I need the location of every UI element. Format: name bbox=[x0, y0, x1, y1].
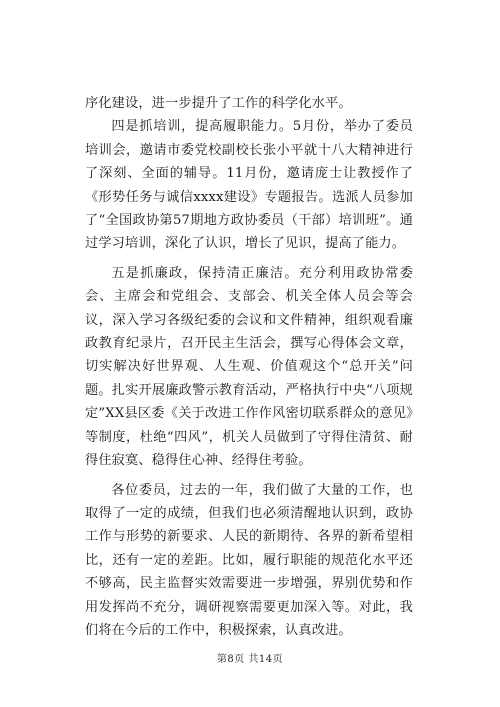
paragraph-continuation: 序化建设，进一步提升了工作的科学化水平。 bbox=[85, 96, 352, 111]
page-number-footer: 第8页 共14页 bbox=[216, 654, 284, 665]
paragraph-training: 四是抓培训，提高履职能力。5月份，举办了委员培训会，邀请市委党校副校长张小平就十八大精神进行了深刻、全面的辅导。11月份，邀请庞士让教授作了《形势任务与诚信xxxx建设》专题报告。选派人员参加了“全国政协第57期地方政协委员（干部）培训班”。通过学习培训，深化了认识，增长了见识，提高了能力。 bbox=[85, 119, 413, 252]
paragraph-summary: 各位委员，过去的一年，我们做了大量的工作，也取得了一定的成绩，但我们也必须清醒地认识到，政协工作与形势的新要求、人民的新期待、各界的新希望相比，还有一定的差距。比如，履行职能的规范化水平还不够高，民主监督实效需要进一步增强，界别优势和作用发挥尚不充分，调研视察需要更加深入等。对此，我们将在今后的工作中，积极探索，认真改进。 bbox=[85, 482, 413, 638]
document-body bbox=[85, 92, 413, 642]
paragraph-integrity: 五是抓廉政，保持清正廉洁。充分利用政协常委会、主席会和党组会、支部会、机关全体人员会等会议，深入学习各级纪委的会议和文件精神，组织观看廉政教育纪录片，召开民主生活会，撰写心得体会文章，切实解决好世界观、人生观、价值观这个“总开关”问题。扎实开展廉政警示教育活动，严格执行中央“八项规定”XX县区委《关于改进工作作风密切联系群众的意见》等制度，杜绝“四风”，机关人员做到了守得住清贫、耐得住寂寞、稳得住心神、经得住考验。 bbox=[85, 265, 413, 469]
